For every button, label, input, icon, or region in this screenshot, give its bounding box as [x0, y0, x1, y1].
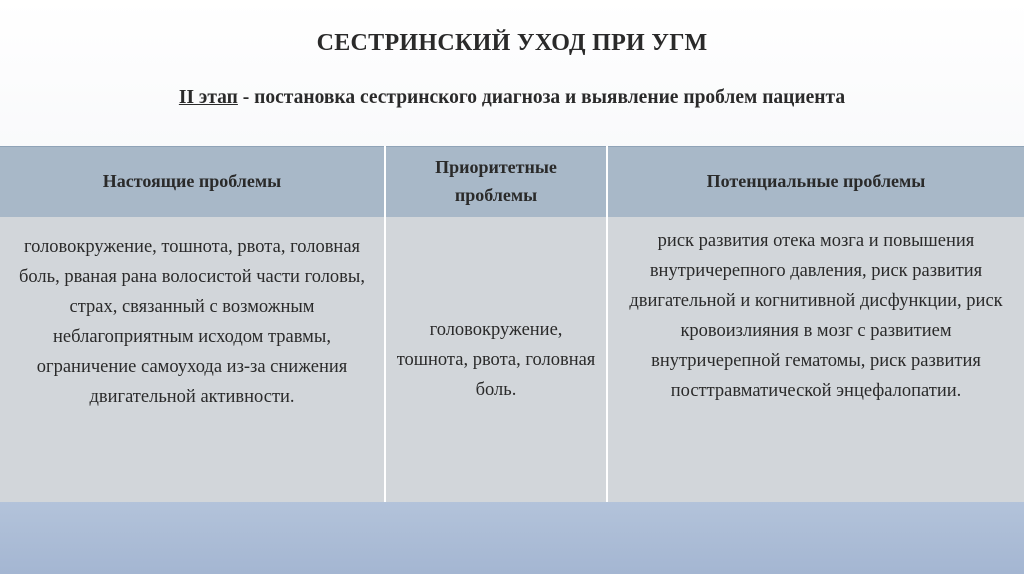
header-current-problems: Настоящие проблемы: [102, 171, 282, 191]
cell-current-problems: головокружение, тошнота, рвота, головная боль, рваная рана волосистой части головы, страх, связанный с возможным неблагоприятным исходом травмы, ограничение самоухода из-за снижения двигательной активности.: [19, 237, 365, 407]
bottom-band: [0, 502, 1024, 574]
header-priority-problems: Приоритетные проблемы: [435, 157, 557, 205]
header-potential-problems: Потенциальные проблемы: [706, 171, 926, 191]
problems-table: [0, 146, 1024, 502]
subtitle-stage: II этап: [178, 87, 238, 108]
cell-priority-problems: головокружение, тошнота, рвота, головная боль.: [396, 319, 596, 400]
slide-subtitle: [0, 87, 1024, 109]
slide-title: СЕСТРИНСКИЙ УХОД ПРИ УГМ: [316, 30, 708, 56]
subtitle-text: - постановка сестринского диагноза и выявление проблем пациента: [237, 87, 846, 108]
cell-potential-problems: риск развития отека мозга и повышения внутричерепного давления, риск развития двигательной и когнитивной дисфункции, риск кровоизлияния в мозг с развитием внутричерепной гематомы, риск развития посттравматической энцефалопатии.: [629, 231, 1003, 401]
